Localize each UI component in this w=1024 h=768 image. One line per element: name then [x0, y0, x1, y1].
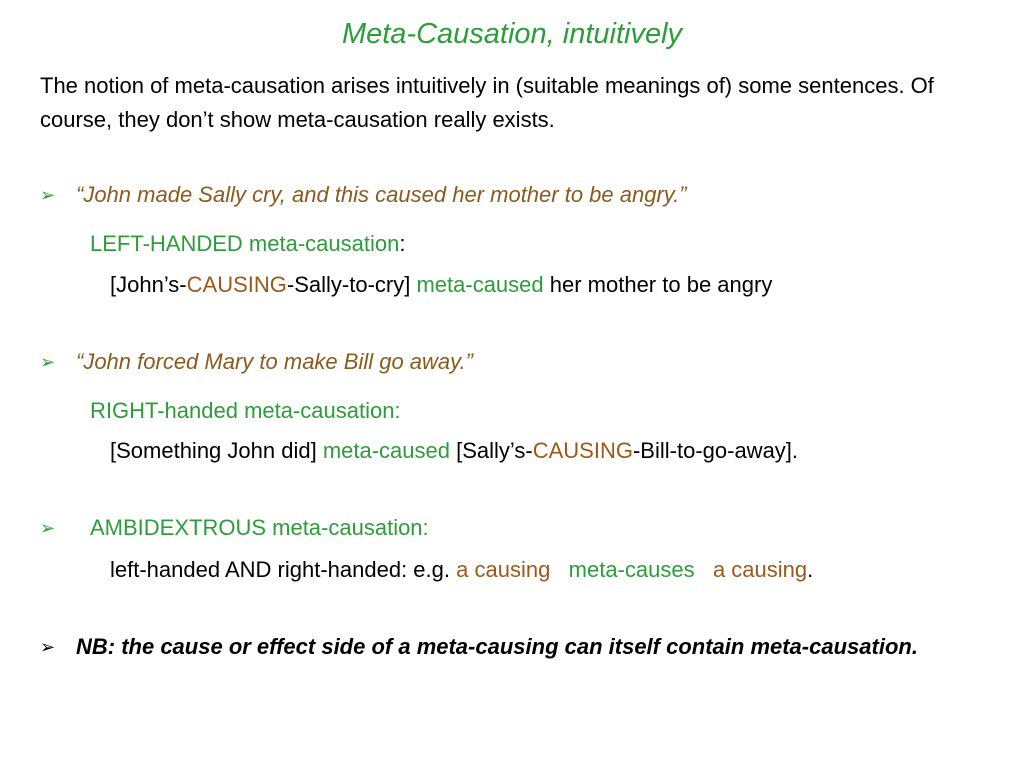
- left-handed-heading-colon: :: [399, 231, 406, 256]
- slide-title: Meta-Causation, intuitively: [341, 18, 683, 50]
- bullet-1-quote: “John made Sally cry, and this caused her mother to be angry.”: [76, 182, 687, 207]
- intro-paragraph: The notion of meta-causation arises intuitively in (suitable meanings of) some sentences. Of course, they don’t show meta-causation really exists.: [40, 73, 934, 132]
- causing-term: CAUSING: [186, 272, 287, 297]
- right-handed-example: [110, 436, 798, 466]
- example-text: [Sally’s-: [450, 438, 533, 463]
- causing-term: a causing: [712, 557, 808, 582]
- nb-note: [40, 630, 960, 664]
- example-text: [Something John did]: [110, 438, 323, 463]
- arrow-bullet-icon: ➢: [40, 352, 56, 372]
- meta-caused-term: meta-caused: [416, 272, 544, 297]
- nb-text: NB: the cause or effect side of a meta-causing can itself contain meta-causation.: [76, 634, 918, 659]
- bullet-3: [40, 513, 429, 543]
- left-handed-heading-text: LEFT-HANDED meta-causation: [90, 231, 400, 256]
- bullet-2: [40, 347, 473, 377]
- left-handed-example: [110, 270, 772, 300]
- bullet-1: [40, 180, 687, 210]
- example-text: [John’s-: [110, 272, 187, 297]
- ambidextrous-heading: AMBIDEXTROUS meta-causation:: [90, 515, 429, 540]
- example-text: .: [807, 557, 814, 582]
- causing-term: a causing: [456, 557, 551, 582]
- ambidextrous-example: [110, 555, 813, 585]
- right-handed-heading: RIGHT-handed meta-causation:: [90, 398, 401, 423]
- arrow-bullet-icon: ➢: [40, 637, 56, 657]
- arrow-bullet-icon: ➢: [40, 518, 56, 538]
- meta-caused-term: meta-caused: [322, 438, 450, 463]
- bullet-2-quote: “John forced Mary to make Bill go away.”: [76, 349, 473, 374]
- example-text: -Sally-to-cry]: [286, 272, 417, 297]
- left-handed-heading: [90, 229, 405, 259]
- meta-causes-term: meta-causes: [568, 557, 695, 582]
- example-text: left-handed AND right-handed: e.g.: [110, 557, 457, 582]
- arrow-bullet-icon: ➢: [40, 185, 56, 205]
- example-text: her mother to be angry: [543, 272, 773, 297]
- causing-term: CAUSING: [532, 438, 633, 463]
- example-text: -Bill-to-go-away].: [632, 438, 799, 463]
